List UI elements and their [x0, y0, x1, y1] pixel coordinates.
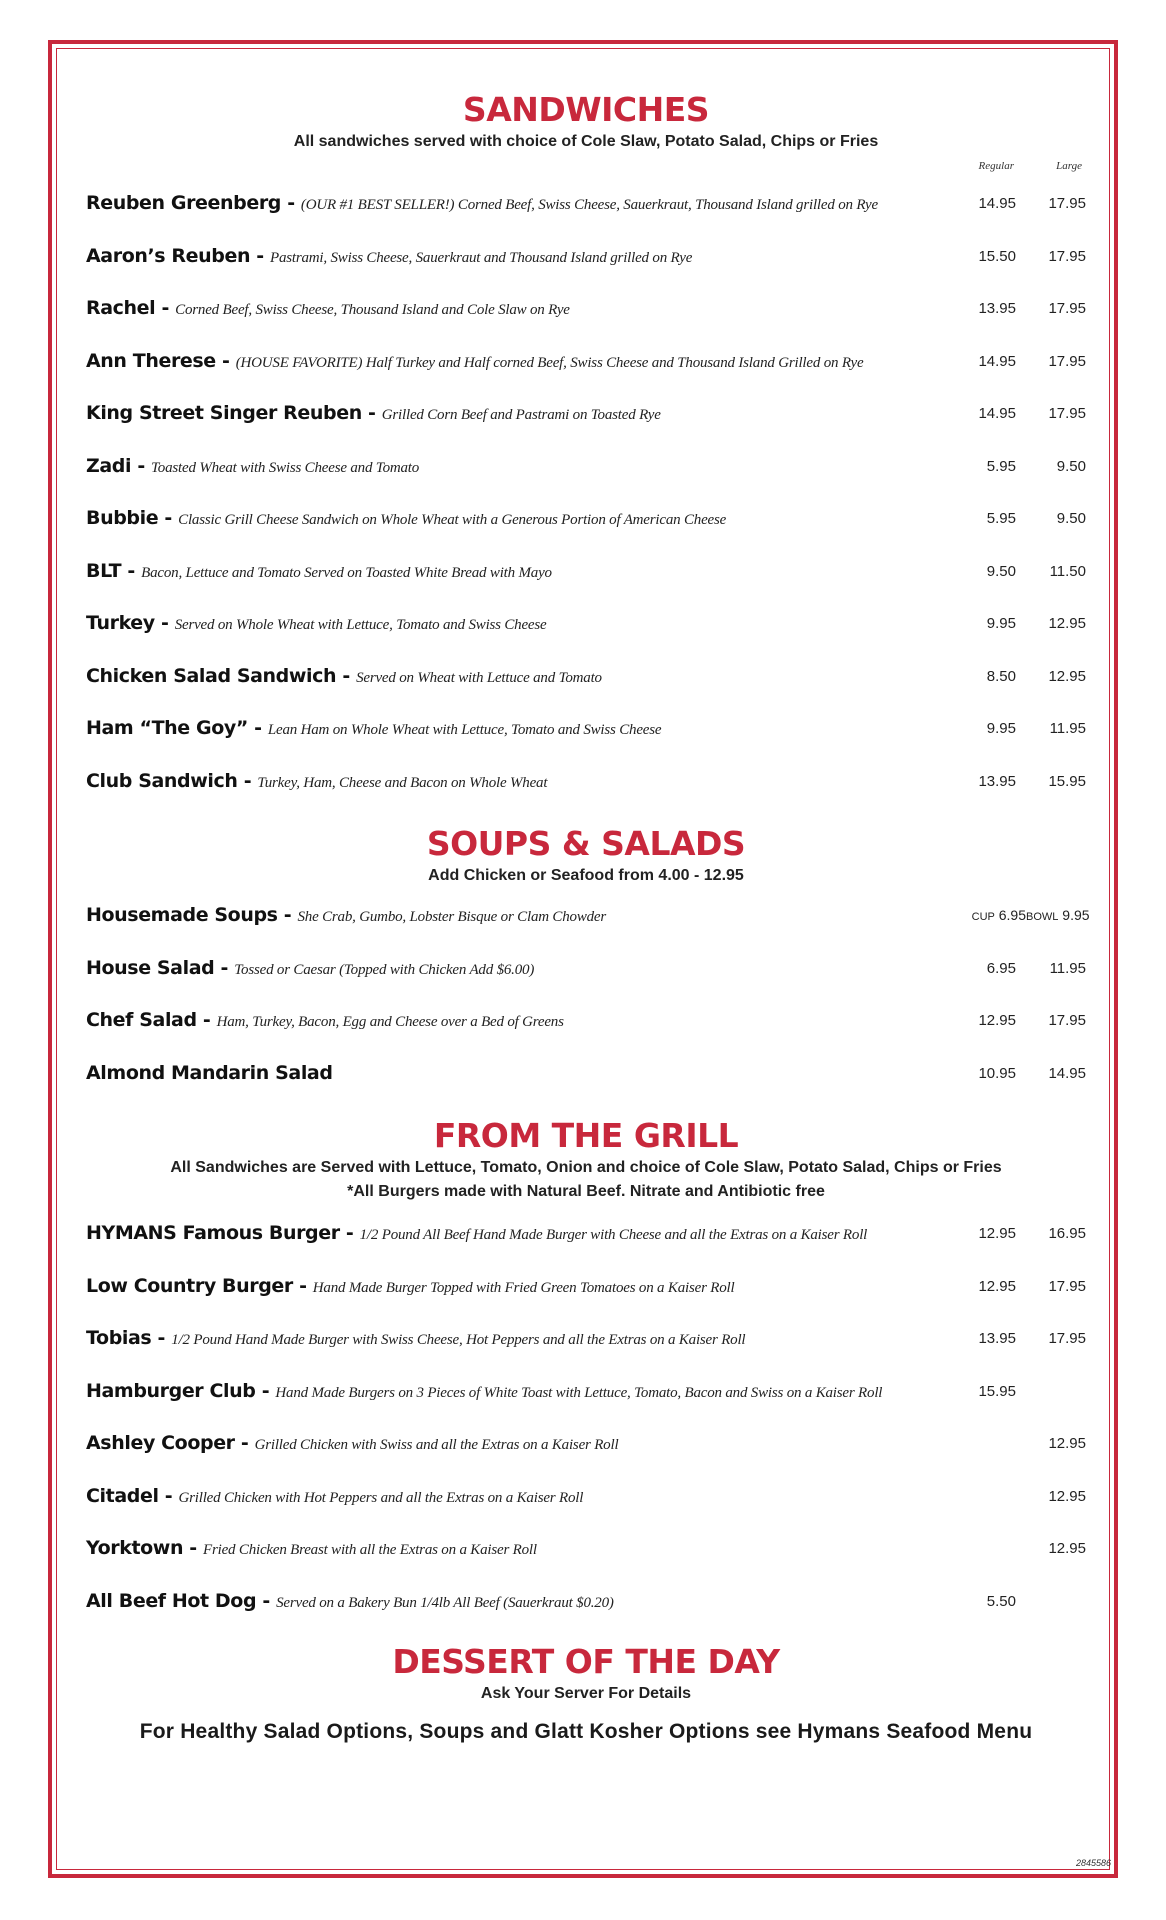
item-name: Rachel	[86, 297, 156, 319]
price-large: 12.95	[1048, 1540, 1086, 1557]
grill-subtitle: All Sandwiches are Served with Lettuce, Tomato, Onion and choice of Cole Slaw, Potato Salad, Chips or Fries	[170, 1159, 1002, 1176]
price-large: 15.95	[1048, 772, 1086, 790]
price-large: 17.95	[1048, 1277, 1086, 1295]
item-name: All Beef Hot Dog	[86, 1589, 257, 1612]
price-large: 17.95	[1048, 405, 1086, 422]
menu-item	[86, 1473, 1086, 1526]
item-name: Yorktown	[86, 1537, 184, 1559]
item-name-line: Ham “The Goy” - Lean Ham on Whole Wheat with Lettuce, Tomato and Swiss Cheese	[86, 717, 662, 739]
item-name-line: Tobias - 1/2 Pound Hand Made Burger with Swiss Cheese, Hot Peppers and all the Extras on a Kaiser Roll	[86, 1327, 746, 1349]
price-regular: 9.95	[986, 720, 1016, 737]
item-description: 1/2 Pound All Beef Hand Made Burger with Cheese and all the Extras on a Kaiser Roll	[359, 1227, 868, 1243]
column-header-regular: Regular	[978, 160, 1014, 172]
cup-price-value: 6.95	[998, 907, 1026, 923]
soup-salad-list	[86, 945, 1086, 1103]
price-large: 11.95	[1049, 959, 1086, 977]
item-description: Turkey, Ham, Cheese and Bacon on Whole Wheat	[257, 774, 548, 791]
grill-list	[86, 1210, 1086, 1630]
item-name-line: Chef Salad - Ham, Turkey, Bacon, Egg and Cheese over a Bed of Greens	[86, 1009, 564, 1031]
item-name-line: Low Country Burger - Hand Made Burger Topped with Fried Green Tomatoes on a Kaiser Roll	[86, 1274, 735, 1297]
soups-salads-section	[86, 824, 1090, 1102]
item-name: Housemade Soups	[86, 904, 278, 926]
price-regular: 8.50	[986, 667, 1016, 685]
menu-item	[86, 1525, 1086, 1578]
bowl-label: BOWL	[1026, 911, 1059, 923]
menu-content	[86, 90, 1090, 1744]
bowl-price-value: 9.95	[1062, 907, 1090, 923]
item-name-line: Club Sandwich - Turkey, Ham, Cheese and Bacon on Whole Wheat	[86, 769, 548, 792]
sandwiches-subtitle: All sandwiches served with choice of Cole Slaw, Potato Salad, Chips or Fries	[293, 133, 879, 150]
menu-item	[86, 233, 1086, 286]
price-large: 12.95	[1048, 615, 1086, 632]
item-name: Turkey	[86, 612, 155, 634]
dessert-subtitle: Ask Your Server For Details	[480, 1685, 692, 1702]
menu-item	[86, 705, 1086, 758]
item-name: Citadel	[86, 1484, 159, 1507]
grill-title: FROM THE GRILL	[433, 1116, 739, 1155]
price-large: 17.95	[1048, 247, 1086, 265]
item-name: King Street Singer Reuben	[86, 402, 362, 424]
sandwiches-title: SANDWICHES	[462, 90, 710, 129]
menu-item	[86, 600, 1086, 653]
price-regular: 14.95	[978, 352, 1016, 370]
item-name: Chicken Salad Sandwich	[86, 664, 337, 687]
price-regular: 12.95	[978, 1277, 1016, 1295]
menu-item	[86, 997, 1086, 1050]
dessert-section	[86, 1642, 1086, 1706]
price-large: 17.95	[1048, 195, 1086, 212]
menu-item	[86, 285, 1086, 338]
menu-item	[86, 548, 1086, 601]
price-regular: 12.95	[978, 1012, 1016, 1029]
item-name-line: Citadel - Grilled Chicken with Hot Peppers and all the Extras on a Kaiser Roll	[86, 1484, 584, 1507]
item-name-line: Bubbie - Classic Grill Cheese Sandwich on Whole Wheat with a Generous Portion of American Cheese	[86, 507, 727, 529]
price-regular: 13.95	[978, 772, 1016, 790]
menu-item	[86, 758, 1086, 811]
item-description: Classic Grill Cheese Sandwich on Whole Wheat with a Generous Portion of American Cheese	[178, 512, 727, 528]
item-description: (OUR #1 BEST SELLER!) Corned Beef, Swiss Cheese, Sauerkraut, Thousand Island grilled on Rye	[300, 197, 878, 213]
item-description: 1/2 Pound Hand Made Burger with Swiss Cheese, Hot Peppers and all the Extras on a Kaiser Roll	[171, 1332, 746, 1348]
menu-item	[86, 495, 1086, 548]
item-name: HYMANS Famous Burger	[86, 1222, 340, 1244]
menu-item	[86, 338, 1086, 391]
price-regular: 12.95	[978, 1225, 1016, 1242]
price-large: 17.95	[1048, 1330, 1086, 1347]
grill-burger-note: *All Burgers made with Natural Beef. Nitrate and Antibiotic free	[347, 1183, 825, 1200]
item-name: Reuben Greenberg	[86, 192, 281, 214]
price-large: 9.50	[1056, 457, 1086, 475]
item-description: (HOUSE FAVORITE) Half Turkey and Half corned Beef, Swiss Cheese and Thousand Island Grilled on Rye	[235, 354, 864, 371]
price-regular: 5.95	[986, 457, 1016, 475]
item-name: Chef Salad	[86, 1009, 197, 1031]
item-name-line: BLT - Bacon, Lettuce and Tomato Served on Toasted White Bread with Mayo	[86, 559, 552, 582]
item-name: Tobias	[86, 1327, 152, 1349]
price-large: 17.95	[1048, 1012, 1086, 1029]
price-large: 12.95	[1048, 667, 1086, 685]
menu-item	[86, 1315, 1086, 1368]
price-large: 11.95	[1049, 720, 1086, 737]
menu-item	[86, 653, 1086, 706]
item-name: Bubbie	[86, 507, 159, 529]
item-name-line: Yorktown - Fried Chicken Breast with all the Extras on a Kaiser Roll	[86, 1537, 537, 1559]
item-name-line: Turkey - Served on Whole Wheat with Lettuce, Tomato and Swiss Cheese	[86, 612, 547, 634]
item-name-line: Rachel - Corned Beef, Swiss Cheese, Thousand Island and Cole Slaw on Rye	[86, 297, 570, 319]
item-name-line: Housemade Soups - She Crab, Gumbo, Lobster Bisque or Clam Chowder	[86, 904, 607, 926]
sandwich-list	[86, 180, 1086, 810]
price-large: 11.50	[1049, 562, 1086, 580]
price-large: 14.95	[1048, 1064, 1086, 1082]
cup-label: CUP	[971, 911, 995, 923]
item-name: Club Sandwich	[86, 769, 238, 792]
menu-item	[86, 1050, 1086, 1103]
price-large: 12.95	[1048, 1487, 1086, 1505]
price-regular: 5.50	[986, 1592, 1016, 1610]
price-regular: 13.95	[978, 300, 1016, 317]
item-name-line: Zadi - Toasted Wheat with Swiss Cheese and Tomato	[86, 454, 420, 477]
menu-item	[86, 443, 1086, 496]
item-description: She Crab, Gumbo, Lobster Bisque or Clam Chowder	[297, 909, 607, 925]
item-name-line: Chicken Salad Sandwich - Served on Wheat with Lettuce and Tomato	[86, 664, 602, 687]
soups-salads-subtitle: Add Chicken or Seafood from 4.00 - 12.95	[428, 867, 744, 884]
price-regular: 15.95	[978, 1382, 1016, 1400]
price-regular: 10.95	[978, 1064, 1016, 1082]
item-name: Aaron’s Reuben	[86, 244, 251, 267]
item-name-line: House Salad - Tossed or Caesar (Topped with Chicken Add $6.00)	[86, 956, 535, 979]
menu-item	[86, 1420, 1086, 1473]
item-name-line: Reuben Greenberg - (OUR #1 BEST SELLER!) Corned Beef, Swiss Cheese, Sauerkraut, Thousand Island grilled on Rye	[86, 192, 878, 214]
menu-item	[86, 180, 1086, 233]
item-description: Hand Made Burgers on 3 Pieces of White Toast with Lettuce, Tomato, Bacon and Swiss on a Kaiser Roll	[275, 1384, 883, 1401]
item-name-line: All Beef Hot Dog - Served on a Bakery Bun 1/4lb All Beef (Sauerkraut $0.20)	[86, 1589, 614, 1612]
item-description: Grilled Corn Beef and Pastrami on Toasted Rye	[381, 407, 661, 423]
item-name-line: HYMANS Famous Burger - 1/2 Pound All Beef Hand Made Burger with Cheese and all the Extras on a Kaiser Roll	[86, 1222, 868, 1244]
price-large: 16.95	[1048, 1225, 1086, 1242]
item-name-line: King Street Singer Reuben - Grilled Corn Beef and Pastrami on Toasted Rye	[86, 402, 661, 424]
item-name: Hamburger Club	[86, 1379, 256, 1402]
item-description: Served on a Bakery Bun 1/4lb All Beef (Sauerkraut $0.20)	[276, 1594, 614, 1611]
menu-item	[86, 1210, 1086, 1263]
price-regular: 6.95	[986, 959, 1016, 977]
item-name: Ashley Cooper	[86, 1432, 235, 1454]
footer-note: For Healthy Salad Options, Soups and Glatt Kosher Options see Hymans Seafood Menu	[139, 1720, 1033, 1743]
price-large: 12.95	[1048, 1435, 1086, 1452]
price-regular: 14.95	[978, 405, 1016, 422]
item-name-line: Aaron’s Reuben - Pastrami, Swiss Cheese, Sauerkraut and Thousand Island grilled on Rye	[86, 244, 693, 267]
item-name-line: Ann Therese - (HOUSE FAVORITE) Half Turkey and Half corned Beef, Swiss Cheese and Thousand Island Grilled on Rye	[86, 349, 864, 372]
price-regular: 5.95	[986, 510, 1016, 527]
item-name-line: Hamburger Club - Hand Made Burgers on 3 Pieces of White Toast with Lettuce, Tomato, Bacon and Swiss on a Kaiser Roll	[86, 1379, 883, 1402]
menu-item	[86, 1578, 1086, 1631]
bowl-price	[1026, 907, 1090, 923]
price-large: 9.50	[1056, 510, 1086, 527]
menu-item	[86, 390, 1086, 443]
item-name: Zadi	[86, 454, 132, 477]
price-regular: 9.95	[986, 615, 1016, 632]
soups-salads-title: SOUPS & SALADS	[426, 824, 746, 863]
dessert-title: DESSERT OF THE DAY	[392, 1642, 780, 1681]
item-description: Fried Chicken Breast with all the Extras on a Kaiser Roll	[203, 1542, 537, 1558]
price-regular: 13.95	[978, 1330, 1016, 1347]
sandwiches-section	[86, 90, 1086, 810]
item-name: Almond Mandarin Salad	[86, 1061, 333, 1084]
item-description: Served on Whole Wheat with Lettuce, Tomato and Swiss Cheese	[174, 617, 547, 633]
cup-price	[906, 907, 1026, 923]
item-name: Ann Therese	[86, 349, 216, 372]
item-name: Ham “The Goy”	[86, 717, 248, 739]
menu-item	[86, 945, 1086, 998]
item-description: Lean Ham on Whole Wheat with Lettuce, Tomato and Swiss Cheese	[267, 722, 662, 738]
column-header-large: Large	[1056, 160, 1082, 172]
item-name: Low Country Burger	[86, 1274, 293, 1297]
item-description: Pastrami, Swiss Cheese, Sauerkraut and Thousand Island grilled on Rye	[270, 249, 693, 266]
price-regular: 14.95	[978, 195, 1016, 212]
item-description: Toasted Wheat with Swiss Cheese and Tomato	[151, 459, 420, 476]
item-name-line: Ashley Cooper - Grilled Chicken with Swiss and all the Extras on a Kaiser Roll	[86, 1432, 619, 1454]
price-large: 17.95	[1048, 300, 1086, 317]
item-name: BLT	[86, 559, 122, 582]
item-description: Bacon, Lettuce and Tomato Served on Toasted White Bread with Mayo	[141, 564, 552, 581]
item-description: Hand Made Burger Topped with Fried Green Tomatoes on a Kaiser Roll	[312, 1279, 735, 1296]
price-large: 17.95	[1048, 352, 1086, 370]
item-description: Corned Beef, Swiss Cheese, Thousand Island and Cole Slaw on Rye	[175, 302, 570, 318]
item-description: Tossed or Caesar (Topped with Chicken Add $6.00)	[234, 961, 535, 978]
price-regular: 9.50	[986, 562, 1016, 580]
menu-item	[86, 1263, 1086, 1316]
menu-item	[86, 1368, 1086, 1421]
price-regular: 15.50	[978, 247, 1016, 265]
grill-section	[86, 1116, 1086, 1630]
item-description: Grilled Chicken with Swiss and all the Extras on a Kaiser Roll	[254, 1437, 619, 1453]
item-description: Served on Wheat with Lettuce and Tomato	[356, 669, 602, 686]
menu-item	[86, 892, 1090, 945]
item-description: Grilled Chicken with Hot Peppers and all the Extras on a Kaiser Roll	[178, 1489, 584, 1506]
item-description: Ham, Turkey, Bacon, Egg and Cheese over a Bed of Greens	[216, 1014, 564, 1030]
item-name: House Salad	[86, 956, 215, 979]
menu-code: 2845586	[1075, 1858, 1111, 1868]
item-name-line	[86, 1062, 333, 1084]
